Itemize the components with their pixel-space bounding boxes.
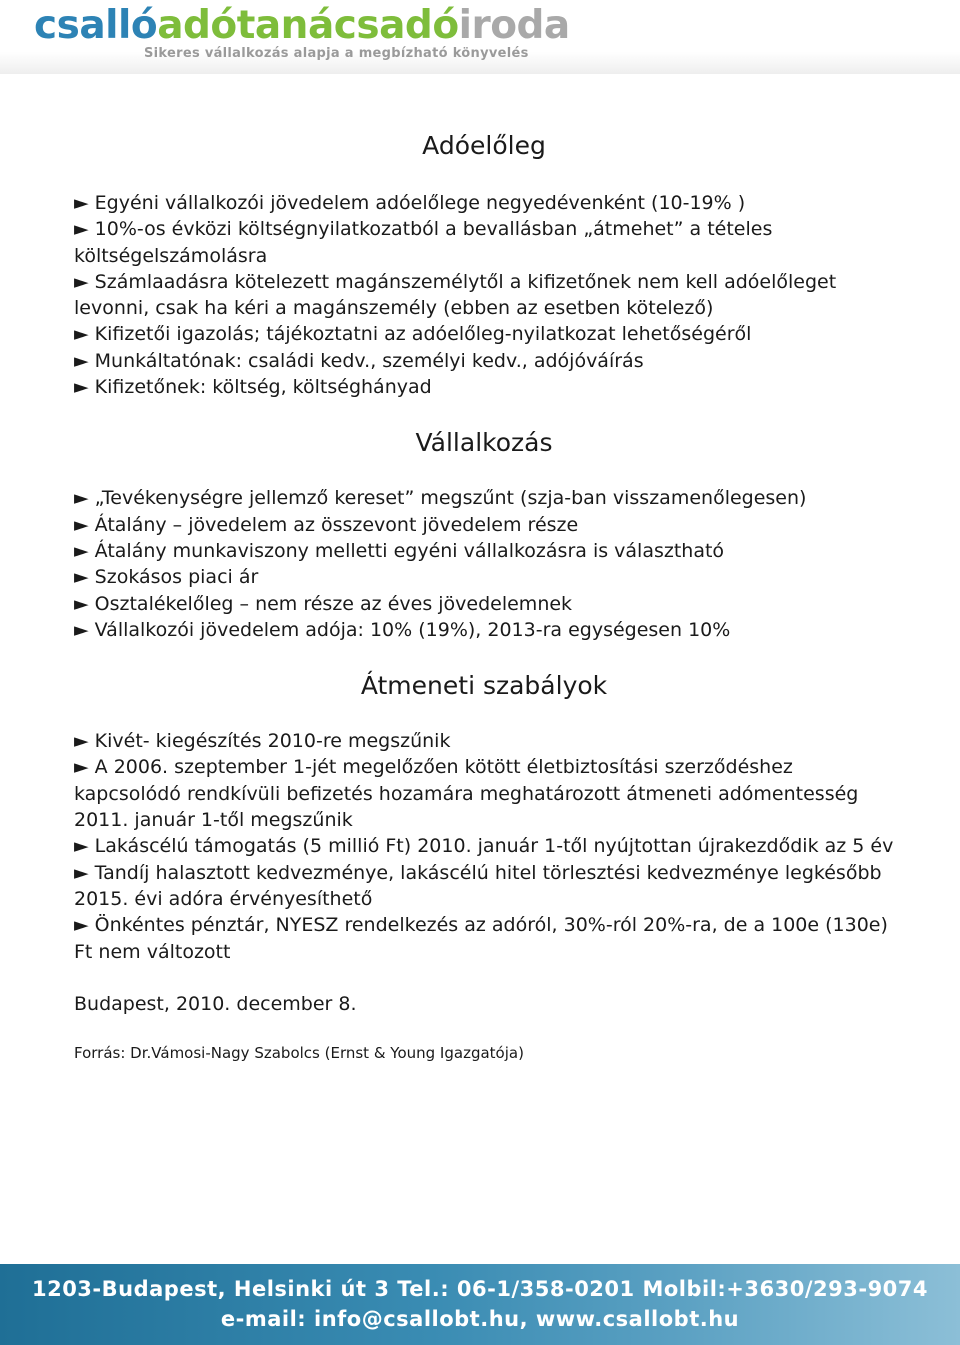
page-title: Adóelőleg [422, 131, 546, 160]
list-item: ► Egyéni vállalkozói jövedelem adóelőlege negyedévenként (10-19% ) [74, 190, 894, 216]
list-item: ► Kifizetői igazolás; tájékoztatni az adóelőleg-nyilatkozat lehetőségéről [74, 321, 894, 347]
list-item: ► Átalány – jövedelem az összevont jövedelem része [74, 512, 894, 538]
list-item: ► Átalány munkaviszony melletti egyéni vállalkozásra is választható [74, 538, 894, 564]
list-item: ► Szokásos piaci ár [74, 564, 894, 590]
section-heading-vallalkozas: Vállalkozás [415, 428, 553, 458]
page-footer [0, 1264, 960, 1345]
list-item: ► Tandíj halasztott kedvezménye, lakáscélú hitel törlesztési kedvezménye legkésőbb 2015. évi adóra érvényesíthető [74, 860, 894, 913]
document-body [74, 120, 894, 1063]
list-item: ► Kivét- kiegészítés 2010-re megszűnik [74, 728, 894, 754]
company-logo: csallóadótanácsadóiroda [34, 3, 570, 48]
list-item: ► Lakáscélú támogatás (5 millió Ft) 2010. január 1-től nyújtottan újrakezdődik az 5 év [74, 833, 894, 859]
list-item: ► Munkáltatónak: családi kedv., személyi kedv., adójóváírás [74, 348, 894, 374]
source-note: Forrás: Dr.Vámosi-Nagy Szabolcs (Ernst & Young Igazgatója) [74, 1044, 524, 1063]
document-date: Budapest, 2010. december 8. [74, 992, 357, 1015]
list-item: ► Számlaadásra kötelezett magánszemélytől a kifizetőnek nem kell adóelőleget levonni, csak ha kéri a magánszemély (ebben az esetben kötelező) [74, 269, 894, 322]
section-heading-atmeneti: Átmeneti szabályok [360, 671, 608, 701]
footer-email-web-line: e-mail: info@csallobt.hu, www.csallobt.hu [220, 1307, 740, 1331]
page-header [0, 0, 960, 74]
list-item: ► Osztalékelőleg – nem része az éves jövedelemnek [74, 591, 894, 617]
list-item: ► 10%-os évközi költségnyilatkozatból a bevallásban „átmehet” a tételes költségelszámolásra [74, 216, 894, 269]
list-item: ► Önkéntes pénztár, NYESZ rendelkezés az adóról, 30%-ról 20%-ra, de a 100e (130e) Ft nem változott [74, 912, 894, 965]
logo-tagline: Sikeres vállalkozás alapja a megbízható könyvelés [144, 46, 529, 61]
list-item: ► Vállalkozói jövedelem adója: 10% (19%), 2013-ra egységesen 10% [74, 617, 894, 643]
list-item: ► „Tevékenységre jellemző kereset” megszűnt (szja-ban visszamenőlegesen) [74, 485, 894, 511]
list-item: ► Kifizetőnek: költség, költséghányad [74, 374, 894, 400]
footer-contact-line: 1203-Budapest, Helsinki út 3 Tel.: 06-1/358-0201 Molbil:+3630/293-9074 [31, 1277, 929, 1301]
list-item: ► A 2006. szeptember 1-jét megelőzően kötött életbiztosítási szerződéshez kapcsolódó rendkívüli befizetés hozamára meghatározott átmeneti adómentesség 2011. január 1-től megszűnik [74, 754, 894, 833]
